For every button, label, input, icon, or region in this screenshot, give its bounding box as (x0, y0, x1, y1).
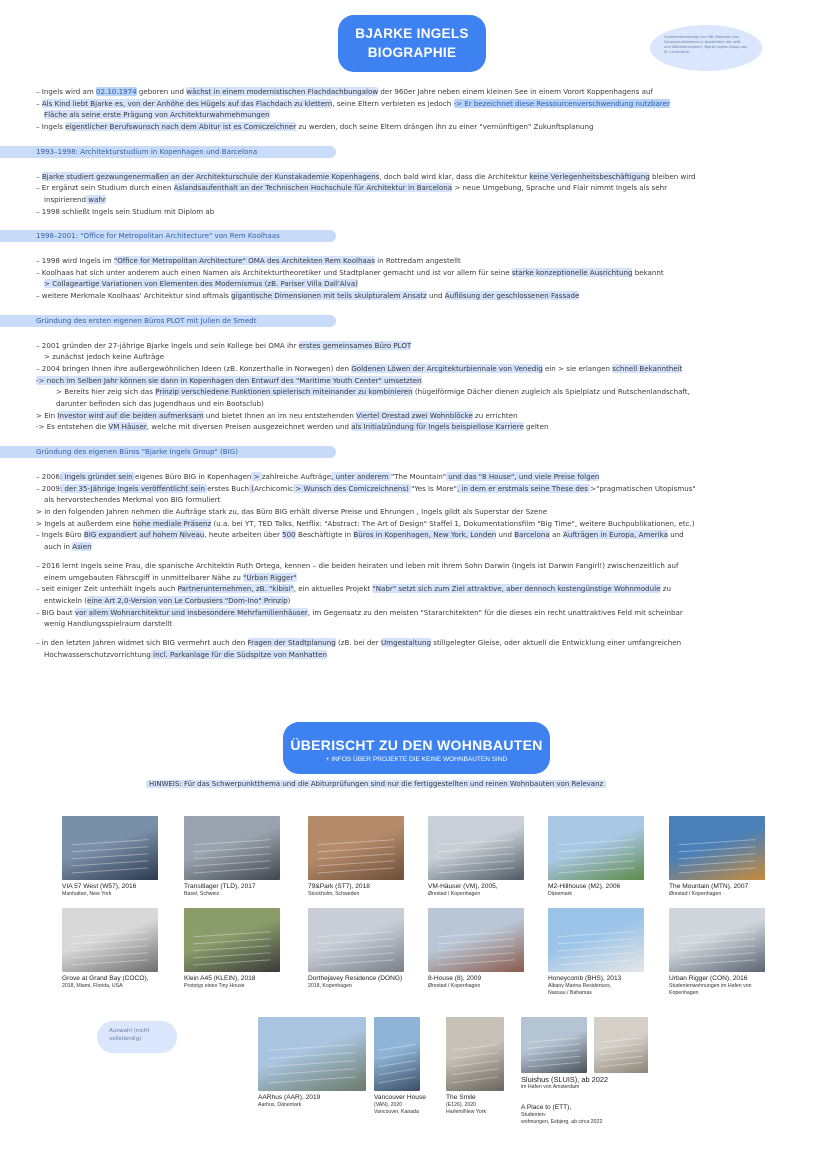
bio-line (36, 483, 792, 495)
bio-text: Als Kind liebt Bjarke es, von der Anhöhe des Hügels auf das Flachdach zu klettern (41, 98, 333, 108)
project-name: Transitlager (TLD), 2017 (184, 883, 256, 890)
bio-text: hohe mediale Präsenz (132, 518, 212, 528)
bio-text: – BIG baut (36, 607, 75, 617)
project-location: Prototyp eines Tiny House (184, 983, 245, 989)
bio-text: vor allem Wohnarchitektur und insbesondere Mehrfamilienhäuser (74, 607, 308, 617)
project-location: Vancouver, Kanada (374, 1108, 419, 1115)
bio-text: > neue Umgebung, Sprache und Flair nimmt Ingels als sehr (452, 183, 668, 193)
bio-line (36, 267, 792, 279)
bio-text: -> Er bezeichnet diese Ressourcenverschwendung nutzbarer (453, 98, 670, 108)
bio-text: – Koolhaas hat sich unter anderem auch einen Namen als Architekturtheoretiker und Stadtplaner gemacht und ist vor allem für seine (36, 267, 512, 277)
bio-text: , doch bald wird klar, dass die Architektur (379, 171, 530, 181)
project-name: The Mountain (MTN), 2007 (669, 883, 749, 890)
bio-text: schnell Bekanntheit (612, 363, 683, 373)
bio-text: – Ingels (36, 122, 66, 132)
building-photo (184, 908, 280, 972)
project-name: 79&Park (ST7), 2018 (308, 883, 370, 890)
bio-text: einem umgebauten Fährscgiff in unmittelbarer Nähe zu (44, 572, 244, 582)
hinweis-text: HINWEIS: Für das Schwerpunktthema und die Abiturprüfungen sind nur die fertiggestellten und reinen Wohnbauten von Relevanz (146, 780, 606, 788)
bio-text: > Bereits hier zeig sich das (56, 387, 156, 397)
project-name: Grove at Grand Bay (COCO), (62, 975, 149, 982)
bio-text: : der 35-Jährige Ingels veröffentlicht sein (59, 483, 208, 493)
bio-text: , welche mit diversen Preisen ausgezeichnet werden und (146, 422, 352, 432)
building-photo (446, 1017, 504, 1091)
bio-text: ein > sie erlangen (542, 363, 613, 373)
bio-text: 02.10.1974 (96, 87, 137, 96)
bio-text: wenig Handlungsspielraum darstellt (44, 619, 172, 629)
bio-line (36, 560, 792, 572)
bio-text: darunter befinden sich das Jugendhaus und ein Bootsclub) (56, 399, 264, 409)
building-photo (62, 816, 158, 880)
bio-text: > Collageartige Variationen von Elementen des Modernismus (zB. Pariser Villa Dall'Alva) (44, 279, 358, 289)
bio-text: inspirierend (44, 194, 87, 204)
wohnbauten-title-text: ÜBERISCHT ZU DEN WOHNBAUTEN (290, 737, 543, 753)
biography-title-line1: BJARKE INGELS (355, 26, 469, 41)
bio-text: stillgelegter Gleise, oder aktuell die Entwicklung einer umfangreichen (431, 638, 682, 648)
project-card (669, 908, 779, 996)
bio-text: gelten (523, 422, 549, 432)
project-location: Aarhus, Dänemark (258, 1102, 302, 1108)
building-photo (308, 816, 404, 880)
section-heading: 1998–2001: "Office for Metropolitan Architecture" von Rem Koolhaas (0, 230, 336, 242)
project-card (184, 908, 294, 990)
bio-text: ( (249, 483, 255, 493)
building-photo (428, 816, 524, 880)
bio-text: > Wunsch des Comiczeichnens) (293, 483, 412, 493)
bio-text: > in den folgenden Jahren nehmen die Aufträge stark zu, das Büro BIG erhält diverse Preise und Ehrungen , Ingels gildt als Superstar der Szene (36, 506, 548, 516)
bio-text: , ein aktuelles Projekt (293, 584, 373, 594)
project-card (428, 908, 538, 990)
bio-line (36, 572, 792, 584)
project-card (62, 816, 172, 898)
bio-text: Umgestaltung (380, 638, 432, 648)
bio-text: und bietet Ihnen an im neu entstehenden (203, 410, 357, 420)
bio-text: – 2009 (36, 483, 60, 493)
bio-text: > zunächst jedoch keine Aufträge (44, 352, 165, 362)
bio-line (36, 351, 792, 363)
bio-line (36, 194, 792, 206)
bio-line (36, 529, 792, 541)
project-name: The Smile (446, 1094, 476, 1101)
project-location: Ørestad / Kopenhagen (669, 891, 722, 897)
bio-text: – 2004 bringen Ihnen ihre außergewöhnlichen Ideen (zB. Konzerthalle in Norwegen) den (36, 363, 352, 373)
bio-text: VM Häuser (108, 422, 147, 432)
bio-text: eigentlicher Berufswunsch nach dem Abitur ist es Comiczeichner (65, 122, 297, 132)
building-photo (669, 908, 765, 972)
bio-text: wahr (86, 194, 106, 204)
project-location: (VAN), 2020 (374, 1102, 403, 1108)
biography-title (338, 15, 486, 72)
bio-line (36, 471, 792, 483)
bio-text: , seine Eltern verbieten es jedoch (332, 98, 454, 108)
bio-text: Partnerunternehmen, zB. "kibisi" (177, 584, 294, 594)
building-photo (258, 1017, 366, 1091)
bio-text: eigenes Büro BIG in Kopenhagen (134, 471, 252, 481)
bio-text: Aslandsaufenthalt an der Technischen Hochschule für Architektur in Barcelona (173, 183, 453, 193)
bio-text: zahlreiche Aufträge (261, 471, 332, 481)
bio-line (36, 506, 792, 518)
wohnbauten-title (283, 722, 550, 774)
project-location: wohnungen, Esbjerg, ab circa 2022 (521, 1118, 603, 1125)
bio-text: als hervorstechendes Merkmal von BIG formuliert (44, 495, 221, 505)
project-name: Dorthejavey Residence (DONG) (308, 975, 403, 982)
bio-text: geboren und (136, 87, 187, 96)
bio-line (36, 375, 792, 387)
bio-text: erstes gemeinsames Büro PLOT (298, 340, 412, 350)
project-location: Stockholm, Schweden (308, 891, 360, 897)
wohnbauten-subtitle: + INFOS ÜBER PROJEKTE DIE KEINE WOHNBAUTEN SIND (325, 756, 508, 763)
bio-text: wächst in einem modernistischen Flachdachbungalow (186, 87, 379, 96)
project-location: 2018, Miami, Florida, USA (62, 983, 123, 989)
project-card (258, 1017, 368, 1109)
building-photo (548, 816, 644, 880)
bio-line (36, 618, 792, 630)
bio-text: >"pragmatischen Utopismus" (590, 483, 696, 493)
bio-text: auch in (44, 542, 73, 552)
bio-text: (zB. bei der (335, 638, 381, 648)
project-card (548, 816, 658, 898)
bio-text: Prinzip verschiedene Funktionen spielerisch miteinander zu kombinieren (155, 387, 413, 397)
bio-line (36, 363, 792, 375)
bio-line (36, 649, 792, 661)
project-name: M2-Hillhouse (M2), 2006 (548, 883, 621, 890)
bio-text: Büros in Kopenhagen, New York, Londen (353, 530, 497, 540)
bio-text: Fläche als seine erste Prägung von Architekturwahrnehmungen (44, 110, 270, 120)
bio-text: keine Verlegenheitsbeschäftigung (529, 171, 650, 181)
project-name: Sluishus (SLUIS), ab 2022 (521, 1075, 609, 1084)
section-heading: Gründung des eigenen Büros "Bjarke Ingels Group" (BIG) (0, 446, 336, 458)
bio-text: Fragen der Stadtplanung (247, 638, 336, 648)
project-location: Studenten- (521, 1112, 547, 1118)
bio-line (36, 98, 792, 110)
source-note: Zusammenfassung von HBL-Material (von Schwerpunktthema in Ausstellen) mit zeitl. und Wohnkonzepten), Bjarke Ingels Group von St. Lindenthal (650, 25, 762, 71)
project-location: 2018, Kopenhagen (308, 983, 352, 989)
auswahl-note: Auswahl (nicht vollständig) (97, 1021, 177, 1053)
bio-line (36, 637, 792, 649)
bio-line (36, 583, 792, 595)
project-card (548, 908, 658, 996)
project-card (184, 816, 294, 898)
bio-text: bekannt (632, 267, 664, 277)
bio-text: Beschäftigte in (295, 530, 354, 540)
project-card (669, 816, 779, 898)
bio-text: in Rottredam angestellt (374, 256, 461, 266)
bio-text: bleiben wird (649, 171, 696, 181)
bio-line (36, 86, 792, 98)
bio-text: incl. Parkanlage für die Südspitze von Manhatten (150, 649, 328, 659)
bio-text: erstes Buch (207, 483, 250, 493)
bio-line (36, 121, 792, 133)
project-location: Albany Marina Residences, (548, 983, 612, 989)
project-card (308, 816, 418, 898)
project-location: (E126), 2020 (446, 1102, 476, 1108)
bio-text: ) (287, 595, 291, 605)
bio-line (36, 541, 792, 553)
project-card (308, 908, 418, 990)
bio-text: Investor wird auf die beiden aufmerksam (57, 410, 204, 420)
bio-text: Goldenen Löwen der Arcgitekturbiennale von Venedig (351, 363, 543, 373)
bio-text: : Ingels gründet sein (59, 471, 135, 481)
bio-text: -> noch im Selben Jahr können sie dann in Kopenhagen den Entwurf des "Maritime Youth Center" umsetzten (36, 375, 422, 385)
project-location: Ørestad / Kopenhagen (428, 983, 481, 989)
bio-text: eine Art 2,0-Version von Le Corbusiers "Dom-Ino" Prinzip (87, 595, 288, 605)
bio-text: -> Es entstehen die (36, 422, 109, 432)
bio-text: zu werden, doch seine Eltern drängen ihn zu einer "vernünftigen" Zukunftsplanung (296, 122, 594, 132)
hinweis-note (146, 780, 606, 788)
bio-line (36, 278, 792, 290)
bio-text: Barcelona (514, 530, 550, 540)
bio-text: – 2001 gründen der 27-jährige Bjarke Ingels und sein Kollege bei OMA ihr (36, 340, 299, 350)
bio-text: > Ein (36, 410, 58, 420)
project-location: Basel, Schweiz (184, 891, 220, 897)
bio-text: als Initialzündung für Ingels beispiellose Karriere (351, 422, 524, 432)
bio-text: , unter anderem (331, 471, 391, 481)
bio-text: Viertel Orestad zwei Wohnblöcke (356, 410, 473, 420)
bio-text: an (549, 530, 564, 540)
project-name: Klein A45 (KLEIN), 2018 (184, 975, 256, 982)
bio-text: Asien (72, 542, 92, 552)
project-name: 8-House (8), 2009 (428, 975, 482, 982)
bio-line (36, 171, 792, 183)
building-photo (308, 908, 404, 972)
bio-text: > Ingels at außerdem eine (36, 518, 133, 528)
bio-text: und (667, 530, 684, 540)
biography-text (36, 86, 792, 660)
bio-line (36, 290, 792, 302)
bio-line (36, 340, 792, 352)
section-heading: 1993–1998: Architekturstudium in Kopenhagen und Barcelona (0, 146, 336, 158)
bio-text: > (251, 471, 262, 481)
building-photo (594, 1017, 648, 1073)
bio-line (36, 386, 792, 398)
bio-text: "Nabr" setzt sich zum Ziel attraktive, aber dennoch kostengünstige Wohnmodule (372, 584, 661, 594)
building-photo (184, 816, 280, 880)
building-photo (62, 908, 158, 972)
bio-text: Auflösung der geschlossenen Fassade (444, 291, 580, 301)
bio-text: entwickeln ( (44, 595, 88, 605)
bio-line (36, 109, 792, 121)
section-heading: Gründung des ersten eigenen Büros PLOT mit Julien de Smedt (0, 315, 336, 327)
project-location: Ørestad / Kopenhagen (428, 891, 481, 897)
bio-line (36, 518, 792, 530)
project-card (521, 1017, 631, 1125)
biography-title-line2: BIOGRAPHIE (367, 45, 457, 60)
project-name: VM-Häuser (VM), 2005, (428, 883, 498, 890)
project-location: Kopenhagen (669, 989, 699, 996)
project-location: Studentenwohnungen im Hafen von (669, 983, 752, 989)
bio-line (36, 595, 792, 607)
project-name: A Place to (ETT), (521, 1104, 572, 1111)
bio-text: und (426, 291, 445, 301)
bio-line (36, 182, 792, 194)
bio-text: zu (660, 584, 671, 594)
building-photo (374, 1017, 420, 1091)
project-name: Honeycomb (BHS), 2013 (548, 975, 622, 982)
bio-line (36, 421, 792, 433)
project-name: AARhus (AAR), 2019 (258, 1094, 321, 1101)
project-name: Urban Rigger (CON), 2016 (669, 975, 748, 982)
bio-text: – Er ergänzt sein Studium durch einen (36, 183, 174, 193)
bio-text: BIG expandiert auf hohem Niveau (83, 530, 205, 540)
bio-text: "Yes Is More" (411, 483, 457, 493)
project-location: Dänemark (548, 891, 572, 897)
bio-text: "The Mountain" (390, 471, 446, 481)
bio-text: – 2006 (36, 471, 60, 481)
bio-text: (u.a. bei YT, TED Talks, Netflix: "Abstract: The Art of Design" Staffel 1, Dokumentationsfilm "Big Time", weitere Buchpublikationen, etc.) (211, 518, 695, 528)
bio-text: der 960er Jahre neben einem kleinen See in einem Vorort Koppenhagens auf (378, 87, 653, 96)
bio-text: zu errichten (472, 410, 518, 420)
bio-text: – weitere Merkmale Koolhaas' Architektur sind oftmals (36, 291, 232, 301)
bio-text: – (36, 98, 42, 108)
bio-text: – 1998 wird Ingels im (36, 256, 114, 266)
bio-text: , in dem er erstmals seine These des (456, 483, 591, 493)
project-card (62, 908, 172, 990)
bio-text: starke konzeptionelle Ausrichtung (511, 267, 633, 277)
bio-text: Aufträgen in Europa, Amerika (563, 530, 668, 540)
bio-text: , heute arbeiten über (204, 530, 283, 540)
bio-text: – in den letzten Jahren widmet sich BIG vermehrt auch den (36, 638, 248, 648)
project-location: Manhattan, New York (62, 891, 112, 897)
bio-text: 500 (282, 530, 296, 540)
bio-text: und das "8 House", und viele Preise folgen (445, 471, 600, 481)
project-name: VIA 57 West (W57), 2016 (62, 883, 137, 890)
bio-text: – Ingels Büro (36, 530, 84, 540)
bio-line (36, 206, 792, 218)
bio-text: – 1998 schließt Ingels sein Studium mit Diplom ab (36, 206, 215, 216)
bio-text: – 2016 lernt Ingels seine Frau, die spanische Architektin Ruth Ortega, kennen – die beiden heiraten und leben mit ihrem Sohn Darwin (Ingels ist Darwin Fangirl!) zwischenzeitlich auf (36, 560, 679, 570)
bio-line (36, 410, 792, 422)
bio-text: , im Gegensatz zu den meisten "Stararchitekten" für die dieses ein recht unattraktives Feld mit scheinbar (307, 607, 683, 617)
building-photo (548, 908, 644, 972)
project-card (428, 816, 538, 898)
bio-text: (hügelförmige Dächer dienen zugleich als Spielplatz und Rutschenlandschaft, (412, 387, 690, 397)
building-photo (669, 816, 765, 880)
project-name: Vancouver House (374, 1094, 426, 1101)
bio-text: Archicomic (254, 483, 294, 493)
bio-text: und (496, 530, 515, 540)
bio-text: – seit einiger Zeit unterhält Ingels auch (36, 584, 178, 594)
bio-text: "Urban Rigger" (243, 572, 297, 582)
project-location: im Hafen von Amsterdam (521, 1084, 580, 1090)
bio-text: Hochwasserschutzvorrichtung (44, 649, 151, 659)
project-location: Nassau / Bahamas (548, 989, 592, 996)
building-photo (428, 908, 524, 972)
bio-text: "Office for Metropolitan Architecture" OMA des Architekten Rem Koolhaas (113, 256, 375, 266)
bio-text: Bjarke studiert gezwungenermaßen an der Architekturschule der Kunstakademie Kopenhagens (41, 171, 380, 181)
bio-line (36, 255, 792, 267)
bio-line (36, 494, 792, 506)
project-location: Harlem/New York (446, 1108, 487, 1115)
bio-text: – Ingels wird am (36, 87, 97, 96)
bio-line (36, 398, 792, 410)
bio-text: gigantische Dimensionen mit teils skulpturalem Ansatz (231, 291, 427, 301)
bio-line (36, 607, 792, 619)
bio-text: – (36, 171, 42, 181)
